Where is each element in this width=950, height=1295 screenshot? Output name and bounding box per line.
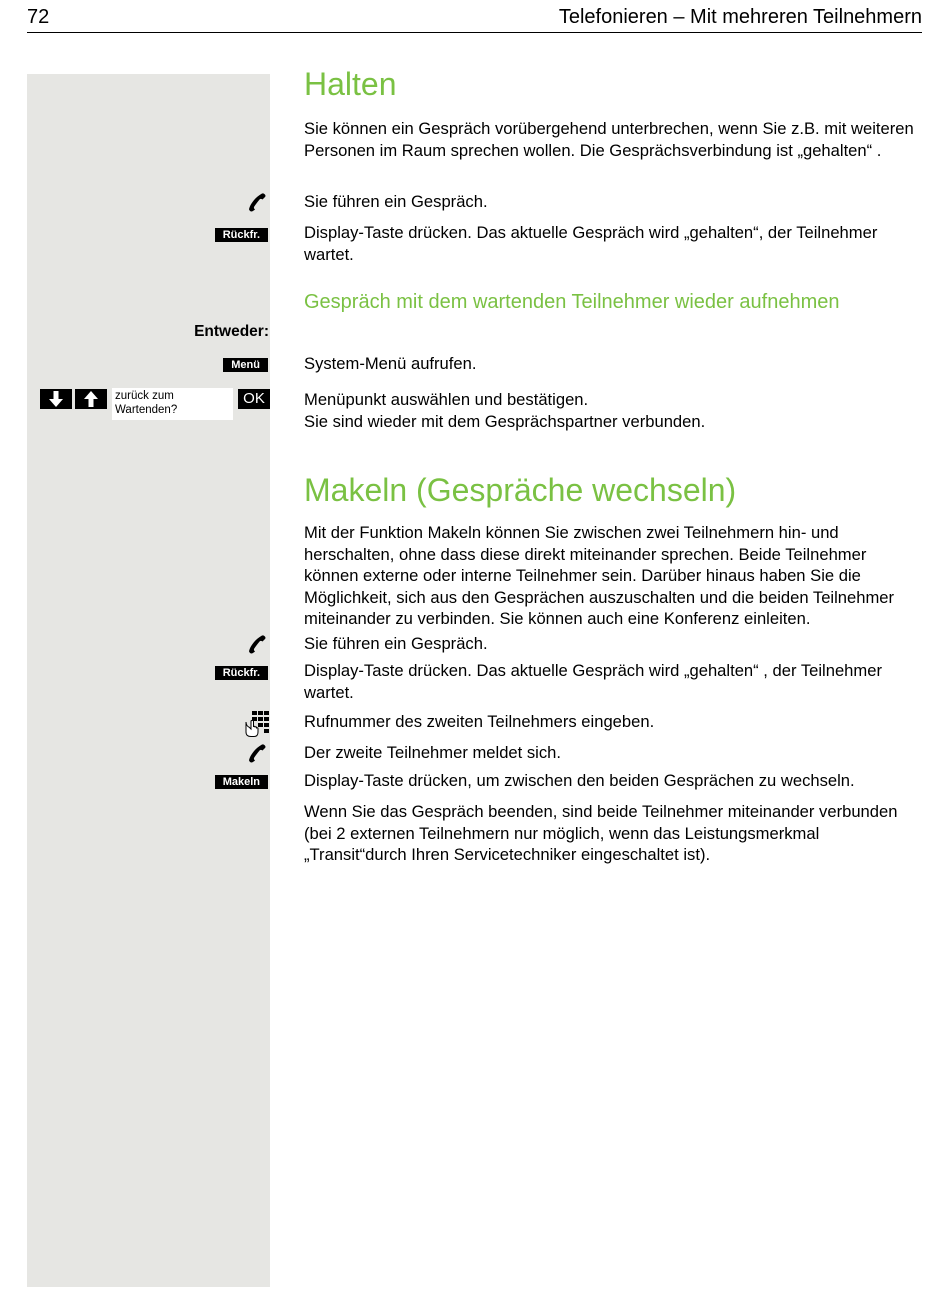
ok-key[interactable]: OK <box>238 389 270 409</box>
halten-step-select <box>304 389 924 432</box>
rueckfrage-key[interactable]: Rückfr. <box>215 666 268 680</box>
makeln-step-switch: Display-Taste drücken, um zwischen den beiden Gesprächen zu wechseln. <box>304 771 855 790</box>
chapter-title: Telefonieren – Mit mehreren Teilnehmern <box>558 6 922 28</box>
arrow-down-icon <box>49 391 63 407</box>
makeln-step-dial: Rufnummer des zweiten Teilnehmers eingeben. <box>304 712 655 731</box>
instruction-sidebar <box>27 74 270 1287</box>
halten-step-select-line2: Sie sind wieder mit dem Gesprächspartner verbunden. <box>304 411 706 431</box>
makeln-key[interactable]: Makeln <box>215 775 268 789</box>
makeln-note: Wenn Sie das Gespräch beenden, sind beide Teilnehmer miteinander verbunden (bei 2 externen Teilnehmern nur möglich, wenn das Leistungsmerkmal „Transit“durch Ihren Servicetechniker eingeschaltet ist). <box>304 802 898 864</box>
makeln-step-answer: Der zweite Teilnehmer meldet sich. <box>304 743 561 762</box>
halten-step-call: Sie führen ein Gespräch. <box>304 192 488 211</box>
page-number: 72 <box>27 6 50 28</box>
arrow-up-icon <box>84 391 98 407</box>
menu-key[interactable]: Menü <box>223 358 268 372</box>
rueckfrage-key[interactable]: Rückfr. <box>215 228 268 242</box>
phone-handset-icon <box>247 192 267 212</box>
header-divider <box>27 32 922 33</box>
halten-step-select-line1: Menüpunkt auswählen und bestätigen. <box>304 390 589 409</box>
menu-option-line1: zurück zum <box>115 390 174 402</box>
halten-intro: Sie können ein Gespräch vorübergehend unterbrechen, wenn Sie z.B. mit weiteren Personen im Raum sprechen wollen. Die Gesprächsverbindung ist „gehalten“ . <box>304 119 914 160</box>
makeln-step-call: Sie führen ein Gespräch. <box>304 634 488 653</box>
menu-option-display <box>112 388 233 420</box>
arrow-up-key[interactable] <box>75 389 107 409</box>
either-label: Entweder: <box>194 323 269 340</box>
section-title-halten: Halten <box>304 66 397 102</box>
makeln-step-rueckfrage: Display-Taste drücken. Das aktuelle Gespräch wird „gehalten“ , der Teilnehmer wartet. <box>304 661 882 702</box>
section-title-makeln: Makeln (Gespräche wechseln) <box>304 472 737 508</box>
arrow-down-key[interactable] <box>40 389 72 409</box>
halten-step-rueckfrage: Display-Taste drücken. Das aktuelle Gespräch wird „gehalten“, der Teilnehmer wartet. <box>304 223 878 264</box>
phone-handset-icon <box>247 743 267 763</box>
menu-option-line2: Wartenden? <box>115 404 178 416</box>
makeln-intro: Mit der Funktion Makeln können Sie zwischen zwei Teilnehmern hin- und herschalten, ohne dass diese direkt miteinander sprechen. Beide Teilnehmer können externe oder interne Teilnehmer sein. Darüber hinaus haben Sie die Möglichkeit, sich aus den Gesprächen auszuschalten und die beiden Teilnehmer miteinander zu verbinden. Sie können auch eine Konferenz einleiten. <box>304 523 895 628</box>
phone-handset-icon <box>247 634 267 654</box>
halten-step-menu: System-Menü aufrufen. <box>304 354 477 373</box>
subsection-title-resume: Gespräch mit dem wartenden Teilnehmer wieder aufnehmen <box>304 291 840 313</box>
keypad-icon <box>243 710 269 737</box>
